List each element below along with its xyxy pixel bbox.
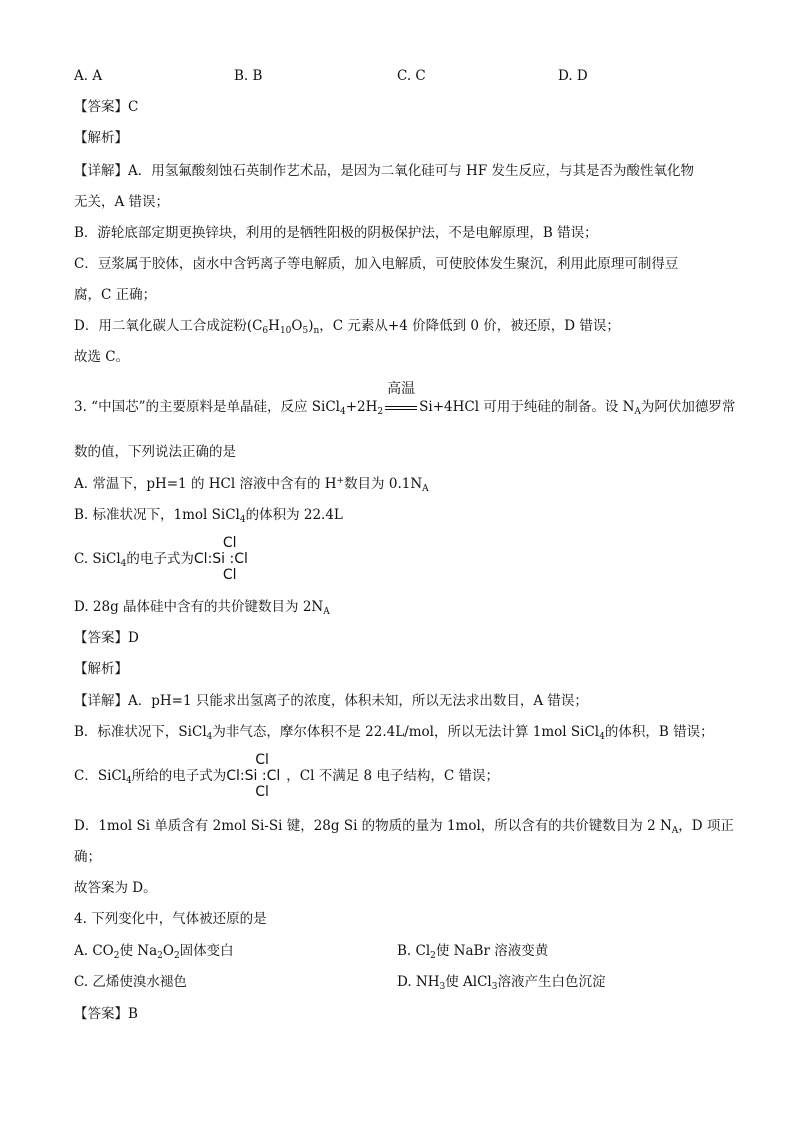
condition-label: 高温 bbox=[387, 381, 416, 397]
q2-answer: C bbox=[128, 99, 139, 115]
lewis-bottom: Cl bbox=[255, 784, 269, 800]
q4-option-d bbox=[397, 973, 606, 991]
answer-tag: 【答案】 bbox=[74, 1006, 128, 1022]
q3-option-a-tail: 数目为 0.1N bbox=[344, 476, 423, 492]
lewis-top: Cl bbox=[255, 752, 269, 768]
answer-tag: 【答案】 bbox=[74, 630, 128, 646]
q3-detail-c-post: ，Cl 不满足 8 电子结构，C 错误； bbox=[286, 768, 500, 784]
q3-detail-c bbox=[74, 752, 499, 800]
reaction-condition bbox=[384, 381, 418, 416]
q4-option-b-post: 使 NaBr 溶液变黄 bbox=[435, 943, 549, 959]
q4-option-b bbox=[397, 942, 548, 960]
q3-detail-a-text: A．pH=1 只能求出氢离子的浓度，体积未知，所以无法求出数目，A 错误； bbox=[128, 693, 588, 709]
q2-detail-c1: C．豆浆属于胶体，卤水中含钙离子等电解质，加入电解质，可使胶体发生聚沉，利用此原理可制得豆 bbox=[74, 256, 679, 272]
lewis-right: Cl bbox=[266, 768, 281, 784]
q4-option-a-pre: A. CO bbox=[74, 943, 114, 959]
q3-stem-mid: +2H bbox=[345, 399, 378, 415]
sub-3: 3 bbox=[491, 982, 498, 992]
q2-detail-d: D．用二氧化碳人工合成淀粉$(C_6H_{10}O_5)_n$，C 元素从+4 价降低到 0 价，被还原，D 错误； bbox=[74, 318, 620, 336]
q4-option-b-pre: B. Cl bbox=[397, 943, 431, 959]
q2-analysis-tag: 【解析】 bbox=[74, 130, 128, 146]
sub-2: 2 bbox=[430, 951, 436, 961]
sub-A: A bbox=[422, 484, 429, 494]
q2-detail-d-pre: D．用二氧化碳人工合成淀粉(C bbox=[74, 318, 263, 334]
q3-stem-line2: 数的值，下列说法正确的是 bbox=[74, 444, 236, 460]
sub-2: 2 bbox=[157, 951, 163, 961]
q2-detail-a1 bbox=[74, 162, 694, 180]
detail-tag: 【详解】 bbox=[74, 693, 128, 709]
q3-detail-d1-text: D．1mol Si 单质含有 2mol Si-Si 键，28g Si 的物质的量为 1mol，所以含有的共价键数目为 2 N bbox=[74, 818, 672, 834]
sub-3: 3 bbox=[439, 982, 446, 992]
sub-10: 10 bbox=[279, 326, 292, 336]
q4-option-c: C. 乙烯使溴水褪色 bbox=[74, 974, 187, 990]
q3-detail-b-pre: B．标准状况下，SiCl bbox=[74, 724, 207, 740]
detail-tag: 【详解】 bbox=[74, 163, 128, 179]
q3-option-c-pre: C. SiCl bbox=[74, 551, 121, 567]
sub-4: 4 bbox=[120, 559, 127, 569]
q2-detail-d-post: ，C 元素从+4 价降低到 0 价，被还原，D 错误； bbox=[319, 318, 620, 334]
q4-option-a bbox=[74, 942, 234, 960]
sub-6: 6 bbox=[262, 326, 269, 336]
q2-detail-b: B．游轮底部定期更换锌块，利用的是牺牲阳极的阴极保护法，不是电解原理，B 错误； bbox=[74, 225, 598, 241]
q2-option-a: A. A bbox=[74, 68, 103, 84]
sub-4: 4 bbox=[239, 515, 246, 525]
answer-tag: 【答案】 bbox=[74, 99, 128, 115]
q3-stem-post: Si+4HCl 可用于纯硅的制备。设 N bbox=[419, 399, 635, 415]
q3-option-a bbox=[74, 475, 429, 493]
q4-answer-line bbox=[74, 1005, 138, 1023]
q3-detail-d2: 确； bbox=[74, 849, 101, 865]
sub-4: 4 bbox=[599, 732, 605, 742]
q2-option-b: B. B bbox=[234, 68, 263, 84]
sub-A: A bbox=[634, 407, 641, 417]
q2-option-d: D. D bbox=[558, 68, 588, 84]
lewis-right: Cl bbox=[234, 551, 248, 567]
sub-4: 4 bbox=[339, 407, 346, 417]
q3-detail-a bbox=[74, 692, 588, 710]
q4-option-a-mid2: O bbox=[162, 943, 174, 959]
sub-2: 2 bbox=[173, 951, 180, 961]
sup-plus: + bbox=[336, 476, 345, 486]
sub-2: 2 bbox=[113, 951, 120, 961]
q3-option-b bbox=[74, 506, 343, 524]
sub-n: n bbox=[313, 326, 320, 336]
q3-analysis-tag: 【解析】 bbox=[74, 661, 128, 677]
q3-answer: D bbox=[128, 630, 139, 646]
q3-stem-line1 bbox=[74, 381, 736, 417]
lewis-top: Cl bbox=[222, 535, 237, 551]
q2-detail-c2: 腐，C 正确； bbox=[74, 287, 157, 303]
q3-detail-b-mid: 为非气态，摩尔体积不是 22.4L/mol，所以无法计算 1mol SiCl bbox=[212, 724, 600, 740]
q3-option-d bbox=[74, 598, 330, 616]
q2-detail-a2: 无关，A 错误； bbox=[74, 194, 170, 210]
q3-option-b-pre: B. 标准状况下，1mol SiCl bbox=[74, 507, 240, 523]
q4-option-a-post: 固体变白 bbox=[179, 943, 234, 959]
q3-stem-pre: 3. “中国芯”的主要原料是单晶硅，反应 SiCl bbox=[74, 399, 340, 415]
q2-detail-a1-text: A．用氢氟酸刻蚀石英制作艺术品，是因为二氧化硅可与 HF 发生反应，与其是否为酸性氧化物 bbox=[128, 163, 694, 179]
lewis-structure-option: Cl Cl:Si :Cl Cl bbox=[193, 535, 248, 583]
lewis-bottom: Cl bbox=[222, 567, 237, 583]
q4-option-d-mid: 使 AlCl bbox=[445, 974, 492, 990]
lewis-left: Cl bbox=[193, 551, 208, 567]
q3-option-c-post: 的电子式为 bbox=[126, 551, 194, 567]
q4-option-a-mid: 使 Na bbox=[119, 943, 158, 959]
double-line-bottom bbox=[385, 409, 417, 410]
sub-2: 2 bbox=[377, 407, 384, 417]
q3-stem-tail: 为阿伏加德罗常 bbox=[640, 399, 736, 415]
lewis-structure-detail: Cl Cl:Si :Cl Cl bbox=[226, 752, 281, 800]
q3-conclusion: 故答案为 D。 bbox=[74, 880, 157, 896]
q4-option-d-pre: D. NH bbox=[397, 974, 440, 990]
q4-answer: B bbox=[128, 1006, 138, 1022]
q3-answer-line bbox=[74, 629, 139, 647]
lewis-center: Si bbox=[244, 768, 258, 784]
q3-detail-d1 bbox=[74, 817, 734, 835]
sub-A: A bbox=[323, 607, 330, 617]
q2-conclusion: 故选 C。 bbox=[74, 349, 130, 365]
sub-4: 4 bbox=[126, 776, 132, 786]
q3-detail-c-pre: C．SiCl bbox=[74, 768, 127, 784]
q3-option-a-text: A. 常温下，pH=1 的 HCl 溶液中含有的 H bbox=[74, 476, 337, 492]
q3-detail-d1-post: ，D 项正 bbox=[678, 818, 734, 834]
q3-option-c bbox=[74, 535, 248, 583]
sub-A: A bbox=[671, 826, 679, 836]
q3-detail-c-mid: 所给的电子式为 bbox=[131, 768, 227, 784]
q3-detail-b-post: 的体积，B 错误； bbox=[604, 724, 714, 740]
sub-4: 4 bbox=[206, 732, 213, 742]
q2-option-c: C. C bbox=[397, 68, 426, 84]
lewis-left: Cl bbox=[226, 768, 240, 784]
lewis-center: Si bbox=[212, 551, 226, 567]
q3-option-d-pre: D. 28g 晶体硅中含有的共价键数目为 2N bbox=[74, 599, 324, 615]
q4-option-d-post: 溶液产生白色沉淀 bbox=[497, 974, 606, 990]
sub-5: 5 bbox=[302, 326, 309, 336]
q3-option-b-post: 的体积为 22.4L bbox=[245, 507, 343, 523]
q2-answer-line bbox=[74, 98, 138, 116]
q4-stem: 4. 下列变化中，气体被还原的是 bbox=[74, 911, 267, 927]
double-line-top bbox=[385, 406, 417, 407]
q3-detail-b bbox=[74, 723, 714, 741]
